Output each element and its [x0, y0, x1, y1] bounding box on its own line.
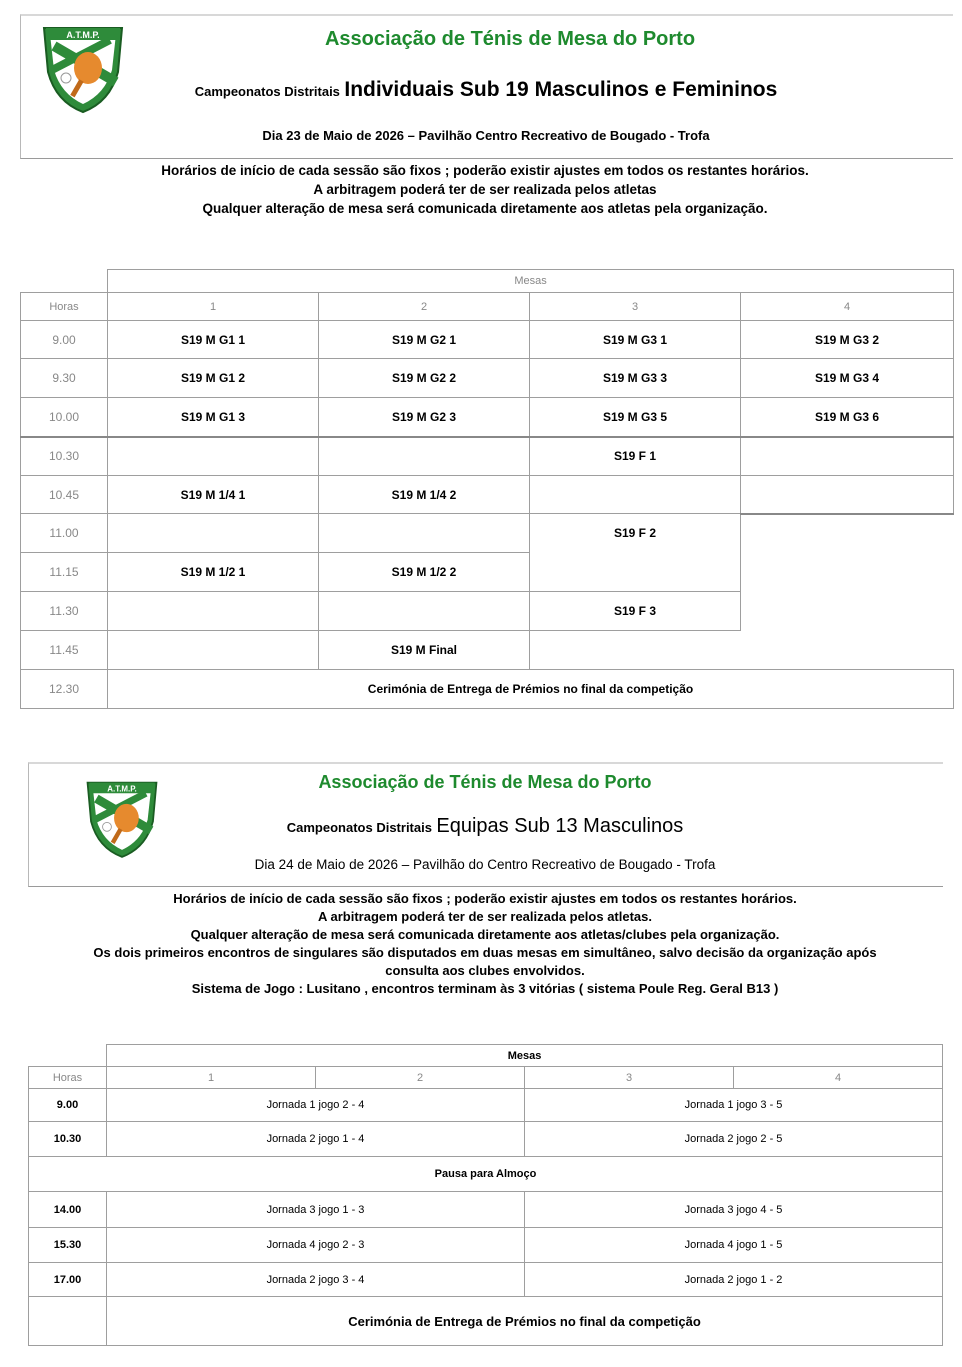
champ-big-1: Individuais Sub 19 Masculinos e Femininos	[344, 78, 778, 101]
champ-big-2: Equipas Sub 13 Masculinos	[436, 815, 684, 837]
match-cell: S19 M 1/4 1	[108, 476, 319, 514]
match-cell: S19 M 1/2 2	[319, 553, 530, 592]
table-row	[29, 1089, 943, 1122]
table-row	[29, 1263, 943, 1297]
match-cell: S19 M G3 2	[741, 321, 954, 359]
col-header: 3	[525, 1067, 734, 1089]
match-cell: Jornada 4 jogo 1 - 5	[525, 1228, 943, 1263]
match-cell	[319, 514, 530, 553]
col-header: 2	[319, 293, 530, 321]
event-date-2: Dia 24 de Maio de 2026 – Pavilhão do Centro Recreativo de Bougado - Trofa	[254, 857, 716, 872]
championship-title-1	[130, 78, 842, 102]
col-header: 4	[734, 1067, 943, 1089]
svg-text:A.T.M.P.: A.T.M.P.	[107, 784, 137, 794]
match-cell: Jornada 2 jogo 1 - 2	[525, 1263, 943, 1297]
match-cell: S19 M G1 3	[108, 398, 319, 437]
match-cell: Jornada 1 jogo 3 - 5	[525, 1089, 943, 1122]
match-cell: S19 M G2 1	[319, 321, 530, 359]
time-cell: 11.45	[21, 631, 108, 670]
match-cell: Jornada 3 jogo 1 - 3	[107, 1192, 525, 1228]
match-cell	[108, 631, 319, 670]
table-row	[29, 1122, 943, 1157]
notes-2	[30, 890, 940, 998]
table-row	[21, 631, 954, 670]
schedule-table-1	[20, 269, 954, 709]
note-line: Sistema de Jogo : Lusitano , encontros terminam às 3 vitórias ( sistema Poule Reg. Geral B13 )	[191, 981, 779, 996]
time-cell: 15.30	[29, 1228, 107, 1263]
match-cell: S19 M G3 1	[530, 321, 741, 359]
time-cell: 9.00	[21, 321, 108, 359]
match-cell	[108, 514, 319, 553]
note-line: Qualquer alteração de mesa será comunicada diretamente aos atletas/clubes pela organização.	[190, 927, 780, 942]
note-line: Horários de início de cada sessão são fixos ; poderão existir ajustes em todos os restantes horários.	[161, 163, 809, 178]
match-cell: Jornada 4 jogo 2 - 3	[107, 1228, 525, 1263]
table-row	[21, 476, 954, 514]
empty-cell	[530, 631, 741, 670]
org-title-2: Associação de Ténis de Mesa do Porto	[318, 772, 652, 792]
table-row	[29, 1297, 943, 1346]
schedule-table-2	[28, 1044, 943, 1346]
atmp-logo-1	[40, 22, 126, 114]
col-header: 1	[108, 293, 319, 321]
match-cell: S19 M G3 3	[530, 359, 741, 398]
org-title-1: Associação de Ténis de Mesa do Porto	[324, 28, 696, 50]
match-cell	[319, 592, 530, 631]
note-line: consulta aos clubes envolvidos.	[385, 963, 585, 978]
match-cell: S19 M G3 5	[530, 398, 741, 437]
notes-1	[40, 161, 930, 218]
championship-title-2	[200, 815, 770, 838]
table-row	[29, 1192, 943, 1228]
time-cell: 11.15	[21, 553, 108, 592]
table-row	[21, 670, 954, 709]
corner-blank	[21, 270, 108, 293]
champ-small-2: Campeonatos Distritais	[286, 820, 432, 835]
table-row	[21, 321, 954, 359]
match-cell: S19 F 3	[530, 592, 741, 631]
match-cell: Jornada 2 jogo 1 - 4	[107, 1122, 525, 1157]
match-cell: S19 M G2 2	[319, 359, 530, 398]
time-cell: 11.30	[21, 592, 108, 631]
empty-cell	[741, 514, 954, 553]
match-cell: S19 M G1 1	[108, 321, 319, 359]
match-cell: Jornada 2 jogo 2 - 5	[525, 1122, 943, 1157]
empty-cell	[741, 631, 954, 670]
col-header: 1	[107, 1067, 316, 1089]
table-row	[29, 1228, 943, 1263]
atmp-logo-2	[84, 776, 160, 860]
note-line: Os dois primeiros encontros de singulares são disputados em duas mesas em simultâneo, salvo decisão da organização após	[93, 945, 877, 960]
match-cell: S19 F 2	[530, 514, 741, 592]
time-cell: 14.00	[29, 1192, 107, 1228]
match-cell	[108, 592, 319, 631]
time-cell: 9.00	[29, 1089, 107, 1122]
table-row	[21, 437, 954, 476]
table-row	[21, 592, 954, 631]
mesas-header: Mesas	[107, 1045, 943, 1067]
time-cell: 10.30	[29, 1122, 107, 1157]
time-cell: 12.30	[21, 670, 108, 709]
event-date-1: Dia 23 de Maio de 2026 – Pavilhão Centro Recreativo de Bougado - Trofa	[262, 128, 710, 143]
empty-cell	[29, 1297, 107, 1346]
match-cell: Jornada 2 jogo 3 - 4	[107, 1263, 525, 1297]
corner-blank	[29, 1045, 107, 1067]
pause-cell: Pausa para Almoço	[29, 1157, 943, 1192]
note-line: Horários de início de cada sessão são fixos ; poderão existir ajustes em todos os restantes horários.	[173, 891, 797, 906]
match-cell: S19 M Final	[319, 631, 530, 670]
ceremony-cell: Cerimónia de Entrega de Prémios no final da competição	[108, 670, 954, 709]
ceremony-cell: Cerimónia de Entrega de Prémios no final da competição	[107, 1297, 943, 1346]
time-cell: 10.00	[21, 398, 108, 437]
match-cell: Jornada 3 jogo 4 - 5	[525, 1192, 943, 1228]
mesas-header: Mesas	[108, 270, 954, 293]
table-row	[21, 553, 954, 592]
match-cell: S19 F 1	[530, 437, 741, 476]
empty-cell	[741, 592, 954, 631]
note-line: Qualquer alteração de mesa será comunicada diretamente aos atletas pela organização.	[202, 201, 768, 216]
col-header: 2	[316, 1067, 525, 1089]
match-cell: Jornada 1 jogo 2 - 4	[107, 1089, 525, 1122]
match-cell	[530, 476, 741, 514]
table-row	[21, 514, 954, 553]
match-cell: S19 M G3 4	[741, 359, 954, 398]
time-cell: 10.45	[21, 476, 108, 514]
note-line: A arbitragem poderá ter de ser realizada pelos atletas.	[317, 909, 653, 924]
note-line: A arbitragem poderá ter de ser realizada pelos atletas	[313, 182, 657, 197]
table-row	[21, 359, 954, 398]
match-cell: S19 M G3 6	[741, 398, 954, 437]
match-cell	[319, 437, 530, 476]
match-cell	[741, 476, 954, 514]
match-cell	[108, 437, 319, 476]
time-cell: 11.00	[21, 514, 108, 553]
horas-header: Horas	[29, 1067, 107, 1089]
match-cell: S19 M 1/2 1	[108, 553, 319, 592]
svg-text:A.T.M.P.: A.T.M.P.	[66, 30, 100, 40]
match-cell: S19 M G1 2	[108, 359, 319, 398]
match-cell: S19 M G2 3	[319, 398, 530, 437]
time-cell: 17.00	[29, 1263, 107, 1297]
champ-small-1: Campeonatos Distritais	[194, 84, 340, 99]
table-row	[21, 398, 954, 437]
empty-cell	[741, 553, 954, 592]
horas-header: Horas	[21, 293, 108, 321]
time-cell: 9.30	[21, 359, 108, 398]
match-cell: S19 M 1/4 2	[319, 476, 530, 514]
match-cell	[741, 437, 954, 476]
col-header: 4	[741, 293, 954, 321]
col-header: 3	[530, 293, 741, 321]
time-cell: 10.30	[21, 437, 108, 476]
table-row	[29, 1157, 943, 1192]
